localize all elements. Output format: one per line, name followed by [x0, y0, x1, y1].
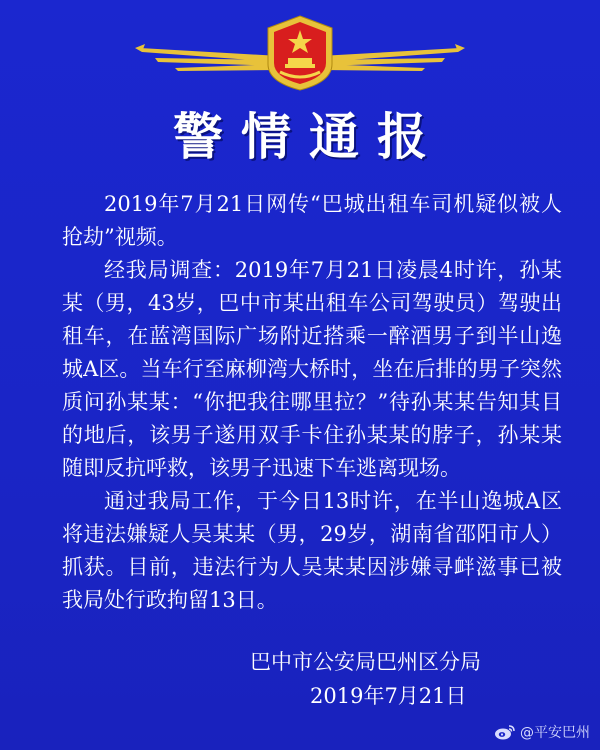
paragraph-investigation: 经我局调查：2019年7月21日凌晨4时许，孙某某（男，43岁，巴中市某出租车公司驾驶员）驾驶出租车，在蓝湾国际广场附近搭乘一醉酒男子到半山逸城A区。当车行至麻柳湾大桥时，坐在后排的男子突然质问孙某某：“你把我往哪里拉？”待孙某某告知其目的地后，该男子遂用双手卡住孙某某的脖子，孙某某随即反抗呼救，该男子迅速下车逃离现场。 — [62, 258, 562, 480]
police-emblem-icon — [120, 12, 480, 92]
issue-date: 2019年7月21日 — [310, 684, 467, 708]
paragraph-arrest: 通过我局工作，于今日13时许，在半山逸城A区将违法嫌疑人吴某某（男，29岁，湖南省邵阳市人）抓获。目前，违法行为人吴某某因涉嫌寻衅滋事已被我局处行政拘留13日。 — [62, 489, 562, 612]
paragraph-online-report: 2019年7月21日网传“巴城出租车司机疑似被人抢劫”视频。 — [62, 192, 562, 249]
signature-block — [250, 645, 550, 713]
weibo-icon — [494, 724, 516, 740]
notice-body — [62, 188, 562, 617]
weibo-watermark — [494, 722, 590, 742]
watermark-text: @平安巴州 — [520, 725, 590, 741]
notice-title: 警情通报 — [173, 107, 445, 166]
issuing-organization: 巴中市公安局巴州区分局 — [250, 650, 481, 674]
